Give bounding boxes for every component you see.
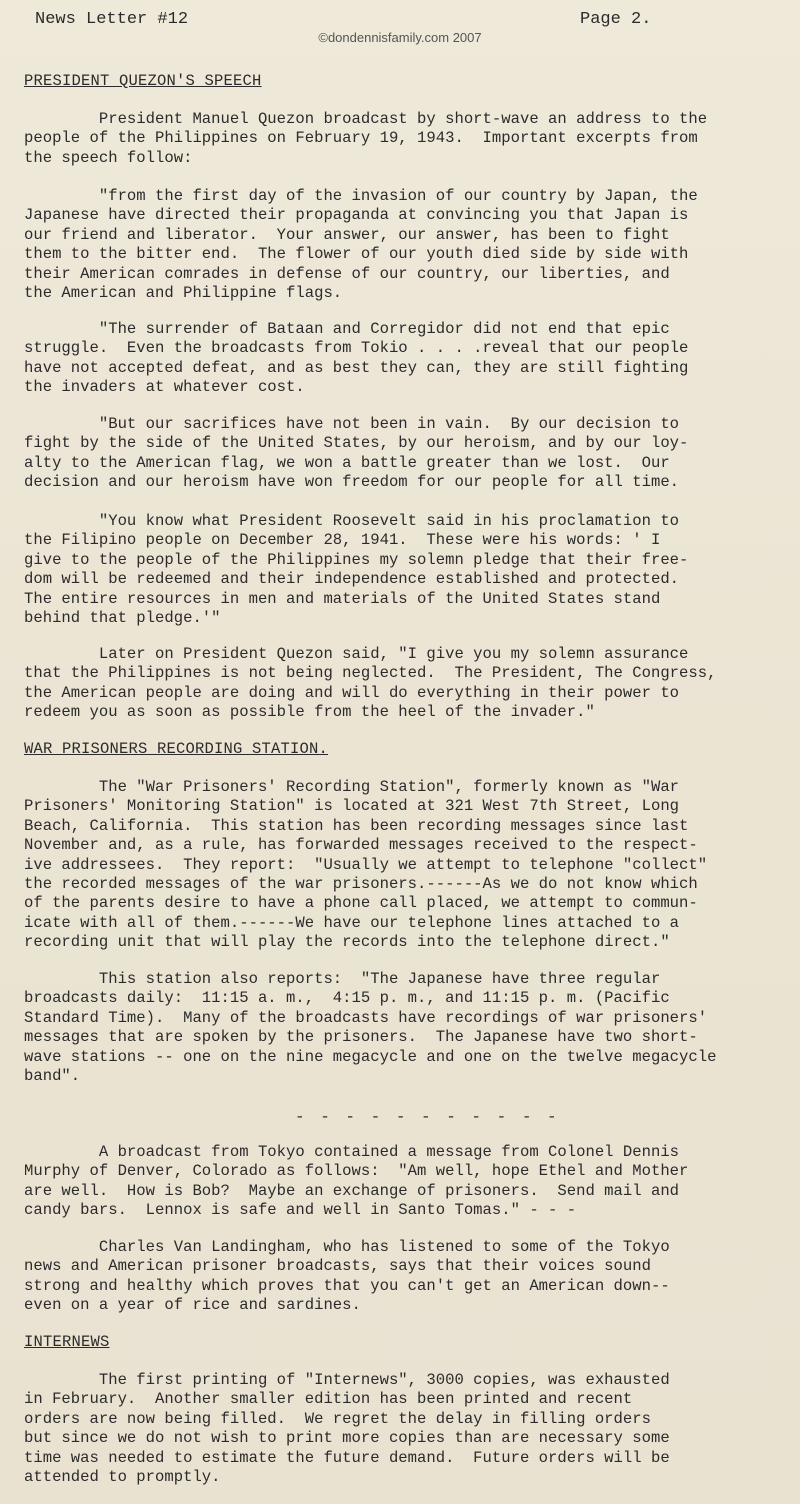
text-line: broadcasts daily: 11:15 a. m., 4:15 p. m., and 11:15 p. m. (Pacific (24, 989, 670, 1008)
heading-internews: INTERNEWS (24, 1333, 110, 1351)
text-line: Prisoners' Monitoring Station" is located at 321 West 7th Street, Long (24, 797, 680, 816)
paragraph (24, 320, 786, 398)
text-line: in February. Another smaller edition has been printed and recent (24, 1390, 633, 1409)
text-line: them to the bitter end. The flower of our youth died side by side with (24, 245, 689, 264)
paragraph (24, 1238, 786, 1316)
text-line: people of the Philippines on February 19, 1943. Important excerpts from (24, 129, 698, 148)
text-line: redeem you as soon as possible from the heel of the invader." (24, 703, 595, 722)
text-line: the American and Philippine flags. (24, 284, 343, 303)
text-line: Later on President Quezon said, "I give you my solemn assurance (24, 645, 689, 663)
copyright-watermark: ©dondennisfamily.com 2007 (318, 30, 482, 45)
text-line: The "War Prisoners' Recording Station", formerly known as "War (24, 778, 680, 796)
text-line: ive addressees. They report: "Usually we attempt to telephone "collect" (24, 855, 708, 874)
text-line: but since we do not wish to print more copies than are necessary some (24, 1429, 670, 1448)
text-line: The entire resources in men and materials of the United States stand (24, 589, 661, 608)
text-line: wave stations -- one on the nine megacycle and one on the twelve megacycle (24, 1047, 717, 1066)
text-line: that the Philippines is not being neglected. The President, The Congress, (24, 664, 717, 683)
text-line: recording unit that will play the records into the telephone direct." (24, 933, 670, 952)
text-line: "You know what President Roosevelt said in his proclamation to (24, 512, 680, 530)
paragraph (24, 110, 786, 168)
text-line: the American people are doing and will do everything in their power to (24, 683, 680, 702)
paragraph (24, 512, 786, 628)
paragraph (24, 645, 786, 723)
text-line: The first printing of "Internews", 3000 copies, was exhausted (24, 1371, 670, 1389)
text-line: give to the people of the Philippines my solemn pledge that their free- (24, 550, 689, 569)
text-line: their American comrades in defense of our country, our liberties, and (24, 264, 670, 283)
text-line: November and, as a rule, has forwarded messages received to the respect- (24, 836, 698, 855)
paragraph (24, 1371, 786, 1487)
paragraph (24, 187, 786, 303)
text-line: Murphy of Denver, Colorado as follows: "Am well, hope Ethel and Mother (24, 1162, 689, 1181)
text-line: the speech follow: (24, 148, 193, 167)
text-line: "from the first day of the invasion of our country by Japan, the (24, 187, 698, 205)
text-line: Standard Time). Many of the broadcasts have recordings of war prisoners' (24, 1008, 708, 1027)
text-line: Beach, California. This station has been recording messages since last (24, 816, 689, 835)
text-line: band". (24, 1067, 81, 1086)
text-line: candy bars. Lennox is safe and well in Santo Tomas." - - - (24, 1201, 577, 1220)
text-line: behind that pledge.'" (24, 609, 221, 628)
text-line: fight by the side of the United States, by our heroism, and by our loy- (24, 434, 689, 453)
paragraph (24, 415, 786, 493)
paragraph (24, 970, 786, 1086)
text-line: attended to promptly. (24, 1468, 221, 1487)
paragraph (24, 778, 786, 953)
text-line: This station also reports: "The Japanese have three regular (24, 970, 661, 988)
text-line: decision and our heroism have won freedom for our people for all time. (24, 473, 680, 492)
text-line: are well. How is Bob? Maybe an exchange of prisoners. Send mail and (24, 1181, 680, 1200)
text-line: have not accepted defeat, and as best they can, they are still fighting (24, 358, 689, 377)
heading-quezon-speech: PRESIDENT QUEZON'S SPEECH (24, 72, 262, 90)
section-divider: - - - - - - - - - - - (295, 1108, 560, 1126)
text-line: the Filipino people on December 28, 1941. These were his words: ' I (24, 531, 661, 550)
text-line: the recorded messages of the war prisoners.------As we do not know which (24, 875, 698, 894)
text-line: alty to the American flag, we won a battle greater than we lost. Our (24, 453, 670, 472)
text-line: A broadcast from Tokyo contained a message from Colonel Dennis (24, 1143, 680, 1161)
text-line: dom will be redeemed and their independence established and protected. (24, 570, 680, 589)
text-line: time was needed to estimate the future demand. Future orders will be (24, 1448, 670, 1467)
text-line: messages that are spoken by the prisoners. The Japanese have two short- (24, 1028, 698, 1047)
page-number: Page 2. (580, 10, 652, 29)
text-line: Japanese have directed their propaganda at convincing you that Japan is (24, 206, 689, 225)
text-line: Charles Van Landingham, who has listened to some of the Tokyo (24, 1238, 670, 1256)
paragraph (24, 1143, 786, 1221)
text-line: the invaders at whatever cost. (24, 378, 305, 397)
heading-war-prisoners-station: WAR PRISONERS RECORDING STATION. (24, 740, 329, 758)
text-line: "The surrender of Bataan and Corregidor did not end that epic (24, 320, 670, 338)
text-line: struggle. Even the broadcasts from Tokio . . . .reveal that our people (24, 339, 689, 358)
text-line: news and American prisoner broadcasts, says that their voices sound (24, 1257, 651, 1276)
text-line: our friend and liberator. Your answer, our answer, has been to fight (24, 225, 670, 244)
text-line: strong and healthy which proves that you can't get an American down-- (24, 1276, 670, 1295)
newsletter-title: News Letter #12 (35, 10, 189, 29)
text-line: of the parents desire to have a phone call placed, we attempt to commun- (24, 894, 698, 913)
text-line: even on a year of rice and sardines. (24, 1296, 361, 1315)
text-line: orders are now being filled. We regret the delay in filling orders (24, 1409, 651, 1428)
text-line: "But our sacrifices have not been in vain. By our decision to (24, 415, 680, 433)
text-line: icate with all of them.------We have our telephone lines attached to a (24, 913, 680, 932)
text-line: President Manuel Quezon broadcast by short-wave an address to the (24, 110, 708, 128)
